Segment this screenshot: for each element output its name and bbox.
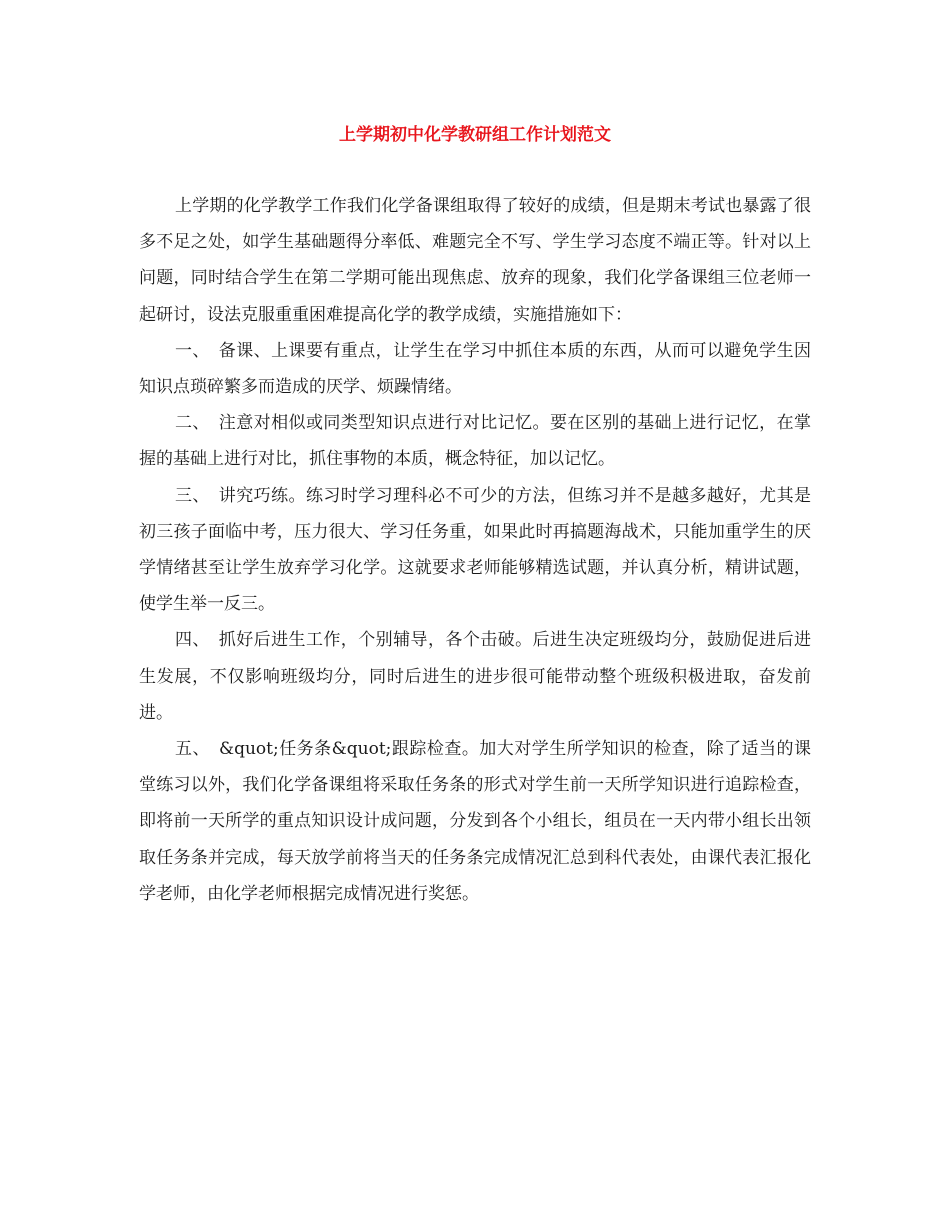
page-title: 上学期初中化学教研组工作计划范文 xyxy=(339,125,611,145)
measure-paragraph-2: 二、 注意对相似或同类型知识点进行对比记忆。要在区别的基础上进行记忆，在掌握的基础上进行对比，抓住事物的本质，概念特征，加以记忆。 xyxy=(139,413,811,470)
measure-paragraph-5: 五、 &quot;任务条&quot;跟踪检查。加大对学生所学知识的检查，除了适当的课堂练习以外，我们化学备课组将采取任务条的形式对学生前一天所学知识进行追踪检查，即将前一天所学的重点知识设计成问题，分发到各个小组长，组员在一天内带小组长出领取任务条并完成，每天放学前将当天的任务条完成情况汇总到科代表处，由课代表汇报化学老师，由化学老师根据完成情况进行奖惩。 xyxy=(139,739,811,904)
measure-paragraph-1: 一、 备课、上课要有重点，让学生在学习中抓住本质的东西，从而可以避免学生因知识点琐碎繁多而造成的厌学、烦躁情绪。 xyxy=(139,340,811,398)
intro-paragraph: 上学期的化学教学工作我们化学备课组取得了较好的成绩，但是期末考试也暴露了很多不足之处，如学生基础题得分率低、难题完全不写、学生学习态度不端正等。针对以上问题，同时结合学生在第二学期可能出现焦虑、放弃的现象，我们化学备课组三位老师一起研讨，设法克服重重困难提高化学的教学成绩，实施措施如下： xyxy=(139,196,811,325)
measure-paragraph-3: 三、 讲究巧练。练习时学习理科必不可少的方法，但练习并不是越多越好，尤其是初三孩子面临中考，压力很大、学习任务重，如果此时再搞题海战术，只能加重学生的厌学情绪甚至让学生放弃学习化学。这就要求老师能够精选试题，并认真分析，精讲试题，使学生举一反三。 xyxy=(139,485,811,615)
measure-paragraph-4: 四、 抓好后进生工作，个别辅导，各个击破。后进生决定班级均分，鼓励促进后进生发展，不仅影响班级均分，同时后进生的进步很可能带动整个班级积极进取，奋发前进。 xyxy=(139,630,811,723)
document-body xyxy=(139,188,811,912)
